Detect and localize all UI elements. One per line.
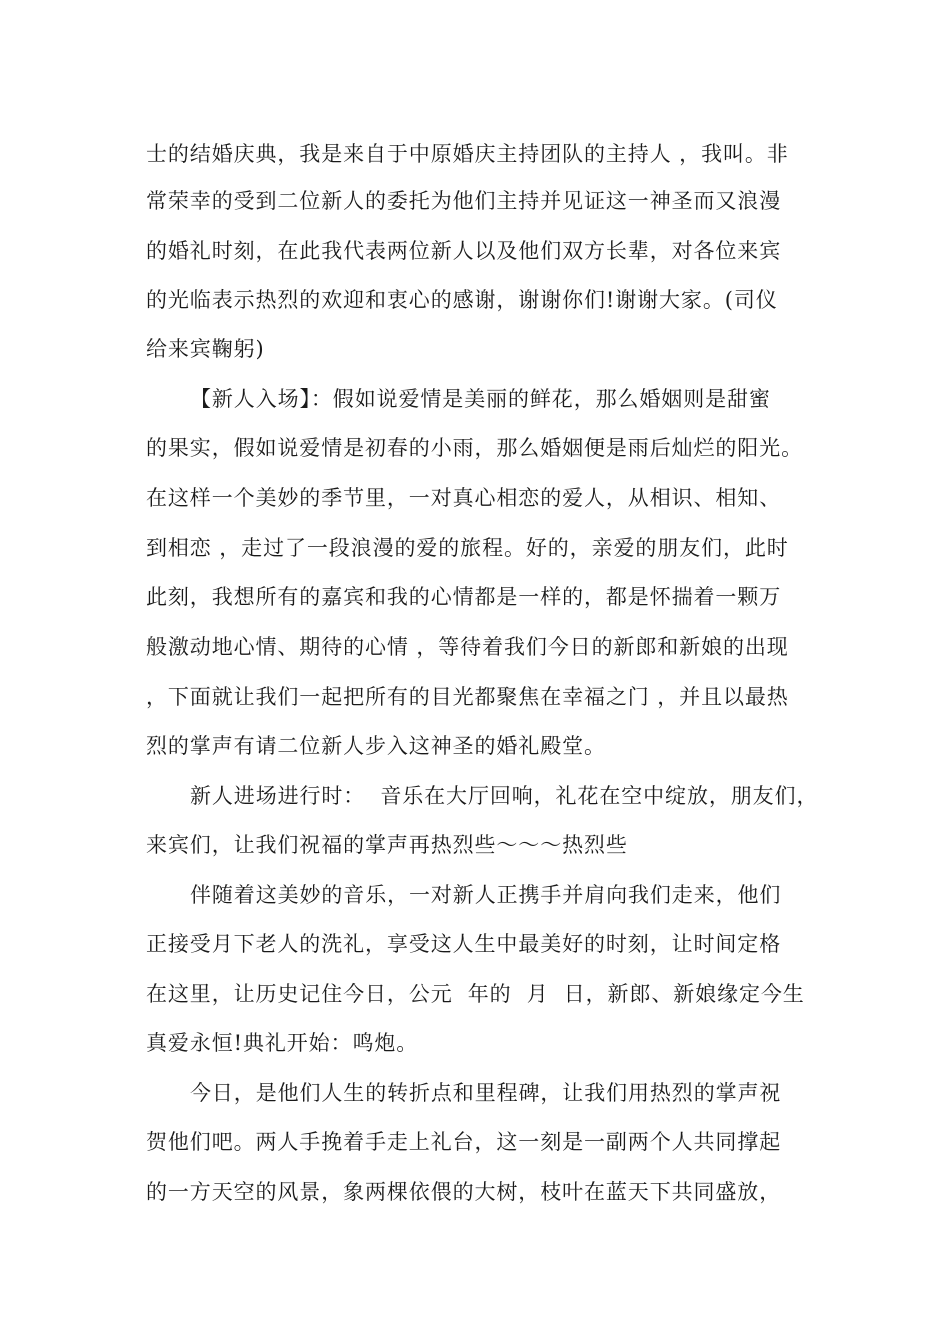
text-line: 今日，是他们人生的转折点和里程碑，让我们用热烈的掌声祝 [190,1081,782,1105]
text-line: 【新人入场】：假如说爱情是美丽的鲜花，那么婚姻则是甜蜜 [190,387,771,411]
text-line: 的婚礼时刻，在此我代表两位新人以及他们双方长辈，对各位来宾 [146,239,782,263]
text-line: 士的结婚庆典，我是来自于中原婚庆主持团队的主持人 ，我叫。非 [146,142,789,166]
text-line: 到相恋 ，走过了一段浪漫的爱的旅程。好的，亲爱的朋友们，此时 [146,536,789,560]
text-line: 的光临表示热烈的欢迎和衷心的感谢，谢谢你们!谢谢大家。(司仪 [146,288,778,312]
text-line: 的果实，假如说爱情是初春的小雨，那么婚姻便是雨后灿烂的阳光。 [146,436,803,460]
text-line: 真爱永恒!典礼开始：鸣炮。 [146,1031,419,1055]
text-line: ，下面就让我们一起把所有的目光都聚焦在幸福之门 ，并且以最热 [146,685,789,709]
text-line: 此刻，我想所有的嘉宾和我的心情都是一样的，都是怀揣着一颗万 [146,585,782,609]
text-line: 来宾们，让我们祝福的掌声再热烈些～～～热烈些 [146,833,628,857]
text-line: 烈的掌声有请二位新人步入这神圣的婚礼殿堂。 [146,734,606,758]
text-line: 新人进场进行时： 音乐在大厅回响，礼花在空中绽放，朋友们， [190,784,819,808]
text-line: 正接受月下老人的洗礼，享受这人生中最美好的时刻，让时间定格 [146,932,782,956]
text-line: 般激动地心情、期待的心情 ，等待着我们今日的新郎和新娘的出现 [146,635,789,659]
text-line: 贺他们吧。两人手挽着手走上礼台，这一刻是一副两个人共同撑起 [146,1130,782,1154]
text-line: 伴随着这美妙的音乐，一对新人正携手并肩向我们走来，他们 [190,883,782,907]
text-line: 给来宾鞠躬) [146,337,265,361]
text-line: 在这里，让历史记住今日，公元 年的 月 日，新郎、新娘缘定今生 [146,982,805,1006]
text-line: 在这样一个美妙的季节里，一对真心相恋的爱人，从相识、相知、 [146,486,782,510]
text-line: 的一方天空的风景，象两棵依偎的大树，枝叶在蓝天下共同盛放， [146,1180,782,1204]
text-line: 常荣幸的受到二位新人的委托为他们主持并见证这一神圣而又浪漫 [146,189,782,213]
